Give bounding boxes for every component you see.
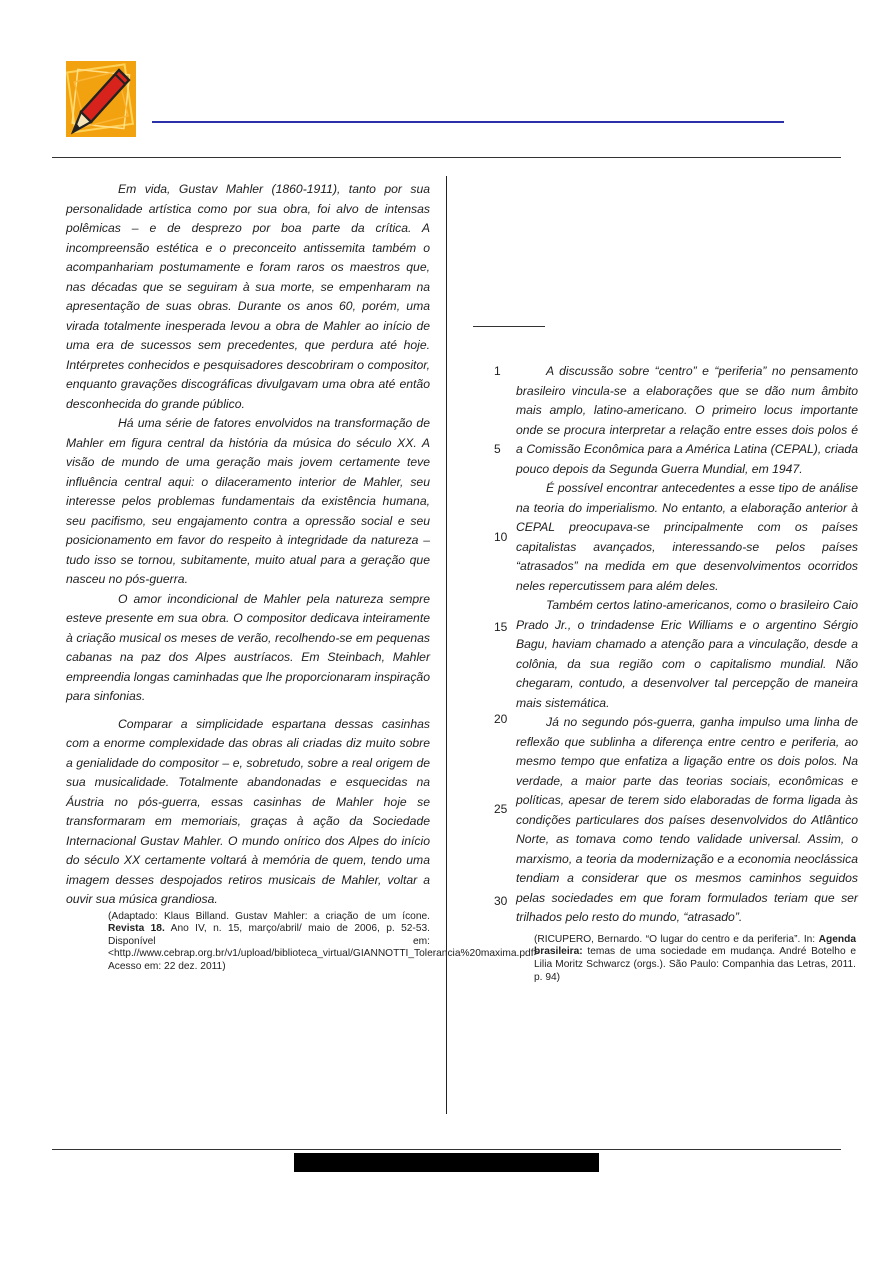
right-source-book: Agenda brasileira: xyxy=(534,933,856,958)
right-paragraph-3: Também certos latino-americanos, como o brasileiro Caio Prado Jr., o trindadense Eric Williams e o argentino Sérgio Bagu, haviam chamado a atenção para a vinculação, desde a colônia, da sua região com o capitalismo mundial. Não chegaram, contudo, a desenvolver tal percepção de maneira mais sistemática. xyxy=(516,598,858,710)
right-paragraph-2: É possível encontrar antecedentes a esse tipo de análise na teoria do imperialismo. No entanto, a elaboração anterior à CEPAL preocupava-se principalmente com os países capitalistas avançados, interessando-se pelos países “atrasados” na medida em que desenvolvimentos ocorridos neles repercutissem para além deles. xyxy=(516,481,858,593)
header-blue-line xyxy=(152,121,784,123)
right-short-rule xyxy=(473,326,545,327)
left-source-suffix: Ano IV, n. 15, março/abril/ maio de 2006, p. 52-53. Disponível em: <http.//www.cebrap.org.br/v1/upload/biblioteca_virtual/GIANNOTTI_Tolerancia%20maxima.pdf> Acesso em: 22 dez. 2011) xyxy=(108,923,540,972)
line-number: 15 xyxy=(494,620,508,634)
left-paragraph-3: O amor incondicional de Mahler pela natureza sempre esteve presente em sua obra. O compositor dedicava inteiramente à criação musical os meses de verão, recolhendo-se em pequenas cabanas na paz dos Alpes austríacos. Em Steinbach, Mahler empreendia longas caminhadas que lhe proporcionaram inspiração para sinfonias. xyxy=(66,591,430,703)
line-number: 30 xyxy=(494,894,508,908)
left-source-journal: Revista 18. xyxy=(108,923,165,935)
line-number: 25 xyxy=(494,802,508,816)
left-paragraph-4: Comparar a simplicidade espartana dessas casinhas com a enorme complexidade das obras ali criadas diz muito sobre a genialidade do compositor – e, sobretudo, sobre a real origem de sua musicalidade. Totalmente abandonadas e esquecidas na Áustria no pós-guerra, essas casinhas de Mahler hoje se transformaram em memoriais, graças à ação da Sociedade Internacional Gustav Mahler. O mundo onírico dos Alpes do início do século XX certamente voltará à memória de quem, tendo uma imagem desses despojados retiros musicais de Mahler, voltar a ouvir sua música grandiosa. xyxy=(66,716,430,906)
numbered-text xyxy=(470,362,858,928)
pencil-logo-icon xyxy=(65,60,137,138)
line-number: 1 xyxy=(494,364,501,378)
right-source-prefix: (RICUPERO, Bernardo. “O lugar do centro e da periferia”. In: xyxy=(534,933,819,945)
right-source-suffix: temas de uma sociedade em mudança. André Botelho e Lilia Moritz Schwarcz (orgs.). São Paulo: Companhia das Letras, 2011. p. 94) xyxy=(534,946,856,983)
right-paragraph-1: A discussão sobre “centro” e “periferia” no pensamento brasileiro vincula-se a elaborações que se dão num âmbito mais amplo, latino-americano. O primeiro locus importante onde se procura interpretar a relação entre esses dois polos é a Comissão Econômica para a América Latina (CEPAL), criada pouco depois da Segunda Guerra Mundial, em 1947. xyxy=(516,364,858,476)
line-number: 10 xyxy=(494,530,508,544)
line-number: 5 xyxy=(494,442,501,456)
header-rule xyxy=(52,157,841,158)
right-article xyxy=(470,362,858,985)
left-paragraph-2: Há uma série de fatores envolvidos na transformação de Mahler em figura central da história da música do século XX. A visão de mundo de uma geração mais jovem certamente teve influência central aqui: o dilaceramento interior de Mahler, seu interesse pelos problemas fundamentais da existência humana, seu pacifismo, seu engajamento contra a opressão social e seu posicionamento em favor do respeito à integridade da natureza – tudo isso se tornou, subitamente, muito atual para a geração que nasceu no pós-guerra. xyxy=(66,416,430,586)
left-source-prefix: (Adaptado: Klaus Billand. Gustav Mahler: a criação de um ícone. xyxy=(108,910,430,922)
line-number: 20 xyxy=(494,712,508,726)
footer-bar xyxy=(294,1153,599,1172)
right-source-citation xyxy=(534,934,856,985)
left-paragraph-1: Em vida, Gustav Mahler (1860-1911), tanto por sua personalidade artística como por sua obra, foi alvo de intensas polêmicas – e de desprezo por boa parte da crítica. A incompreensão estética e o preconceito antissemita também o acompanhariam postumamente e foram raros os maestros que, nas décadas que se seguiram à sua morte, se empenharam na apresentação de suas obras. Durante os anos 60, porém, uma virada totalmente inesperada levou a obra de Mahler ao início de uma era de sucessos sem precedentes, que perdura até hoje. Intérpretes conhecidos e pesquisadores descobriram o compositor, enquanto gravações discográficas divulgavam uma obra até então desconhecida do grande público. xyxy=(66,182,430,411)
left-source-citation xyxy=(108,910,540,974)
column-divider xyxy=(446,176,447,1114)
footer-rule xyxy=(52,1149,841,1150)
right-paragraph-4: Já no segundo pós-guerra, ganha impulso uma linha de reflexão que sublinha a diferença entre centro e periferia, ao mesmo tempo que enfatiza a ligação entre os dois polos. Na verdade, a maior parte das teorias sociais, econômicas e políticas, apesar de terem sido elaboradas de forma ligada às condições particulares dos países desenvolvidos do Atlântico Norte, as tomava como tendo validade universal. Assim, o marxismo, a teoria da modernização e a economia neoclássica tendiam a considerar que os mesmos caminhos seguidos pelas sociedades em que foram formulados teriam que ser trilhados pelo resto do mundo, “atrasado”. xyxy=(516,715,858,924)
